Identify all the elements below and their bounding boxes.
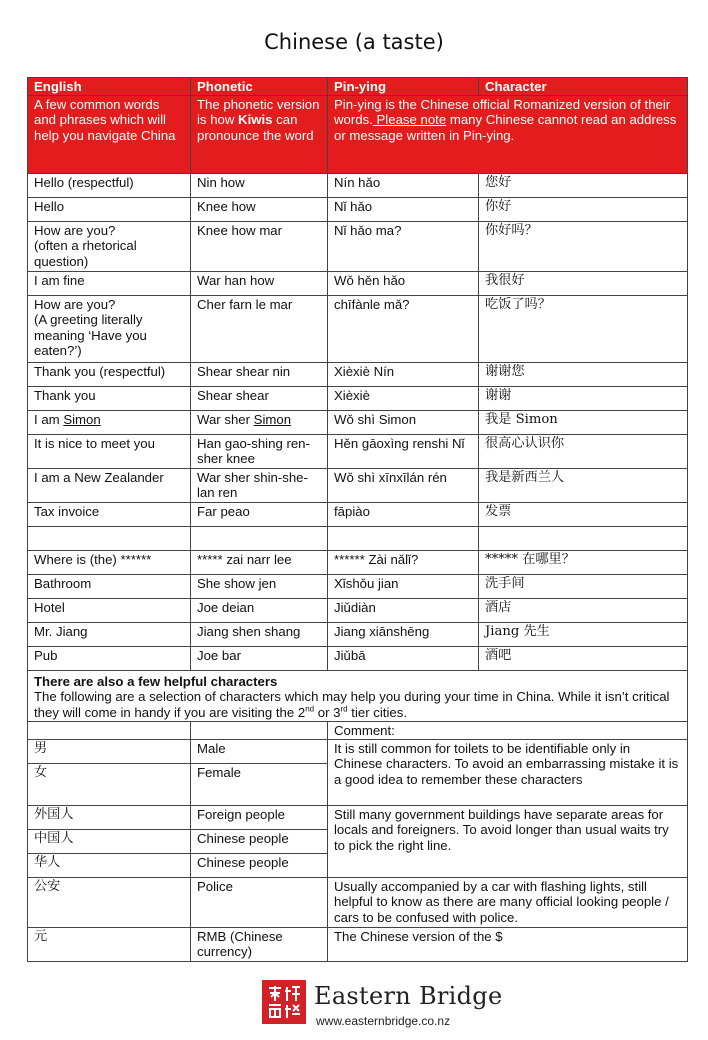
cell-english: Bathroom <box>28 574 191 598</box>
cell-character: 酒店 <box>479 598 688 622</box>
cell-pinying: Xǐshǒu jian <box>328 574 479 598</box>
helpful-intro <box>28 670 688 722</box>
char-row-police: 公安 Police Usually accompanied by a car with flashing lights, still helpful to know as there are many official looking people / cars to be confused with police. <box>28 877 688 927</box>
char-row-huaren: 华人 Chinese people <box>28 853 688 877</box>
cell-character: 我很好 <box>479 271 688 295</box>
cell-phonetic: Han gao-shing ren-sher knee <box>191 434 328 468</box>
cell-character: 谢谢 <box>479 386 688 410</box>
cell-phonetic: Shear shear nin <box>191 362 328 386</box>
cell-pinying: Nǐ hǎo <box>328 197 479 221</box>
cell-character: 我是新西兰人 <box>479 468 688 502</box>
cell-character: 您好 <box>479 173 688 197</box>
intro-row <box>28 95 688 173</box>
intro-pinying: Pin-ying is the Chinese official Romanized version of their words. Please note many Chinese cannot read an address or message written in Pin-ying. <box>328 95 688 173</box>
char-row-male: 男 Male It is still common for toilets to be identifiable only in Chinese characters. To avoid an embarrassing mistake it is a good idea to remember these characters <box>28 739 688 763</box>
comment-police: Usually accompanied by a car with flashing lights, still helpful to know as there are many official looking people / cars to be confused with police. <box>328 877 688 927</box>
cell-pinying: Nǐ hǎo ma? <box>328 221 479 271</box>
cell-english: Hello <box>28 197 191 221</box>
table-row <box>28 646 688 670</box>
page-title: Chinese (a taste) <box>264 30 444 54</box>
brand-name: Eastern Bridge <box>314 982 503 1010</box>
comment-label: Comment: <box>328 722 688 740</box>
cell-pinying: Xièxiè <box>328 386 479 410</box>
cell-pinying: Wǒ hěn hǎo <box>328 271 479 295</box>
table-row <box>28 434 688 468</box>
table-row <box>28 550 688 574</box>
cell-character: 你好吗？ <box>479 221 688 271</box>
cell-pinying: Hěn gāoxìng renshi Nǐ <box>328 434 479 468</box>
cell-pinying: Jiǔdiàn <box>328 598 479 622</box>
cell-character: ***** 在哪里？ <box>479 550 688 574</box>
cell-phonetic: War han how <box>191 271 328 295</box>
header-phonetic: Phonetic <box>191 78 328 96</box>
cell-phonetic <box>191 526 328 550</box>
cell-english: I am a New Zealander <box>28 468 191 502</box>
cell-pinying: Jiang xiānshēng <box>328 622 479 646</box>
table-row <box>28 197 688 221</box>
table-row <box>28 221 688 271</box>
table-row <box>28 410 688 434</box>
char-row-chinese: 中国人 Chinese people <box>28 829 688 853</box>
table-row <box>28 598 688 622</box>
char-row-yuan: 元 RMB (Chinese currency) The Chinese version of the $ <box>28 927 688 961</box>
eastern-bridge-logo-icon <box>262 980 306 1024</box>
cell-english: Pub <box>28 646 191 670</box>
cell-english <box>28 526 191 550</box>
cell-character: 很高心认识你 <box>479 434 688 468</box>
cell-phonetic: Shear shear <box>191 386 328 410</box>
cell-phonetic: Joe bar <box>191 646 328 670</box>
table-row <box>28 526 688 550</box>
header-character: Character <box>479 78 688 96</box>
cell-character: 谢谢您 <box>479 362 688 386</box>
cell-character: 发票 <box>479 502 688 526</box>
cell-english: Thank you (respectful) <box>28 362 191 386</box>
char-row-female: 女 Female <box>28 763 688 805</box>
cell-english: I am Simon <box>28 410 191 434</box>
table-row <box>28 622 688 646</box>
table-header <box>28 78 688 96</box>
phrase-table <box>27 77 688 962</box>
cell-english: I am fine <box>28 271 191 295</box>
cell-pinying: Xièxiè Nín <box>328 362 479 386</box>
comment-label-row <box>28 722 688 740</box>
comment-foreigners: Still many government buildings have separate areas for locals and foreigners. To avoid longer than usual waits try to pick the right line. <box>328 805 688 877</box>
cell-english: Hello (respectful) <box>28 173 191 197</box>
header-english: English <box>28 78 191 96</box>
brand-url[interactable]: www.easternbridge.co.nz <box>316 1014 451 1028</box>
cell-phonetic: Knee how <box>191 197 328 221</box>
cell-english: It is nice to meet you <box>28 434 191 468</box>
cell-phonetic: Jiang shen shang <box>191 622 328 646</box>
header-pinying: Pin-ying <box>328 78 479 96</box>
cell-english: Where is (the) ****** <box>28 550 191 574</box>
comment-toilets: It is still common for toilets to be identifiable only in Chinese characters. To avoid an embarrassing mistake it is a good idea to remember these characters <box>328 739 688 805</box>
cell-english: How are you? (A greeting literally meaning ‘Have you eaten?’) <box>28 295 191 362</box>
cell-pinying: Wǒ shì Simon <box>328 410 479 434</box>
cell-phonetic: Cher farn le mar <box>191 295 328 362</box>
cell-phonetic: Far peao <box>191 502 328 526</box>
table-row <box>28 173 688 197</box>
cell-pinying: fāpiào <box>328 502 479 526</box>
cell-phonetic: ***** zai narr lee <box>191 550 328 574</box>
cell-character: 吃饭了吗？ <box>479 295 688 362</box>
cell-character: 酒吧 <box>479 646 688 670</box>
cell-character <box>479 526 688 550</box>
cell-phonetic: War sher Simon <box>191 410 328 434</box>
char-row-foreign: 外国人 Foreign people Still many government buildings have separate areas for locals and foreigners. To avoid longer than usual waits try to pick the right line. <box>28 805 688 829</box>
table-row <box>28 295 688 362</box>
table-row <box>28 386 688 410</box>
cell-phonetic: Knee how mar <box>191 221 328 271</box>
table-row <box>28 468 688 502</box>
cell-pinying: Nín hǎo <box>328 173 479 197</box>
cell-english: Thank you <box>28 386 191 410</box>
cell-english: Hotel <box>28 598 191 622</box>
cell-pinying <box>328 526 479 550</box>
cell-pinying: ****** Zài nǎlǐ? <box>328 550 479 574</box>
cell-phonetic: Joe deian <box>191 598 328 622</box>
table-row <box>28 271 688 295</box>
cell-pinying: Wǒ shì xīnxīlán rén <box>328 468 479 502</box>
cell-pinying: Jiǔbā <box>328 646 479 670</box>
helpful-section <box>28 670 688 722</box>
table-row <box>28 574 688 598</box>
cell-pinying: chīfànle mǎ? <box>328 295 479 362</box>
cell-character: 洗手间 <box>479 574 688 598</box>
table-row <box>28 502 688 526</box>
helpful-text: The following are a selection of characters which may help you during your time in China. While it isn’t critical they will come in handy if you are visiting the 2nd or 3rd tier cities. <box>34 689 670 720</box>
cell-phonetic: War sher shin-she-lan ren <box>191 468 328 502</box>
cell-character: 我是 Simon <box>479 410 688 434</box>
cell-english: Mr. Jiang <box>28 622 191 646</box>
cell-phonetic: She show jen <box>191 574 328 598</box>
intro-english: A few common words and phrases which will help you navigate China <box>28 95 191 173</box>
table-row <box>28 362 688 386</box>
cell-character: 你好 <box>479 197 688 221</box>
cell-phonetic: Nin how <box>191 173 328 197</box>
comment-currency: The Chinese version of the $ <box>328 927 688 961</box>
cell-character: Jiang 先生 <box>479 622 688 646</box>
intro-phonetic: The phonetic version is how Kiwis can pronounce the word <box>191 95 328 173</box>
cell-english: Tax invoice <box>28 502 191 526</box>
cell-english: How are you? (often a rhetorical question) <box>28 221 191 271</box>
helpful-title: There are also a few helpful characters <box>34 673 278 689</box>
